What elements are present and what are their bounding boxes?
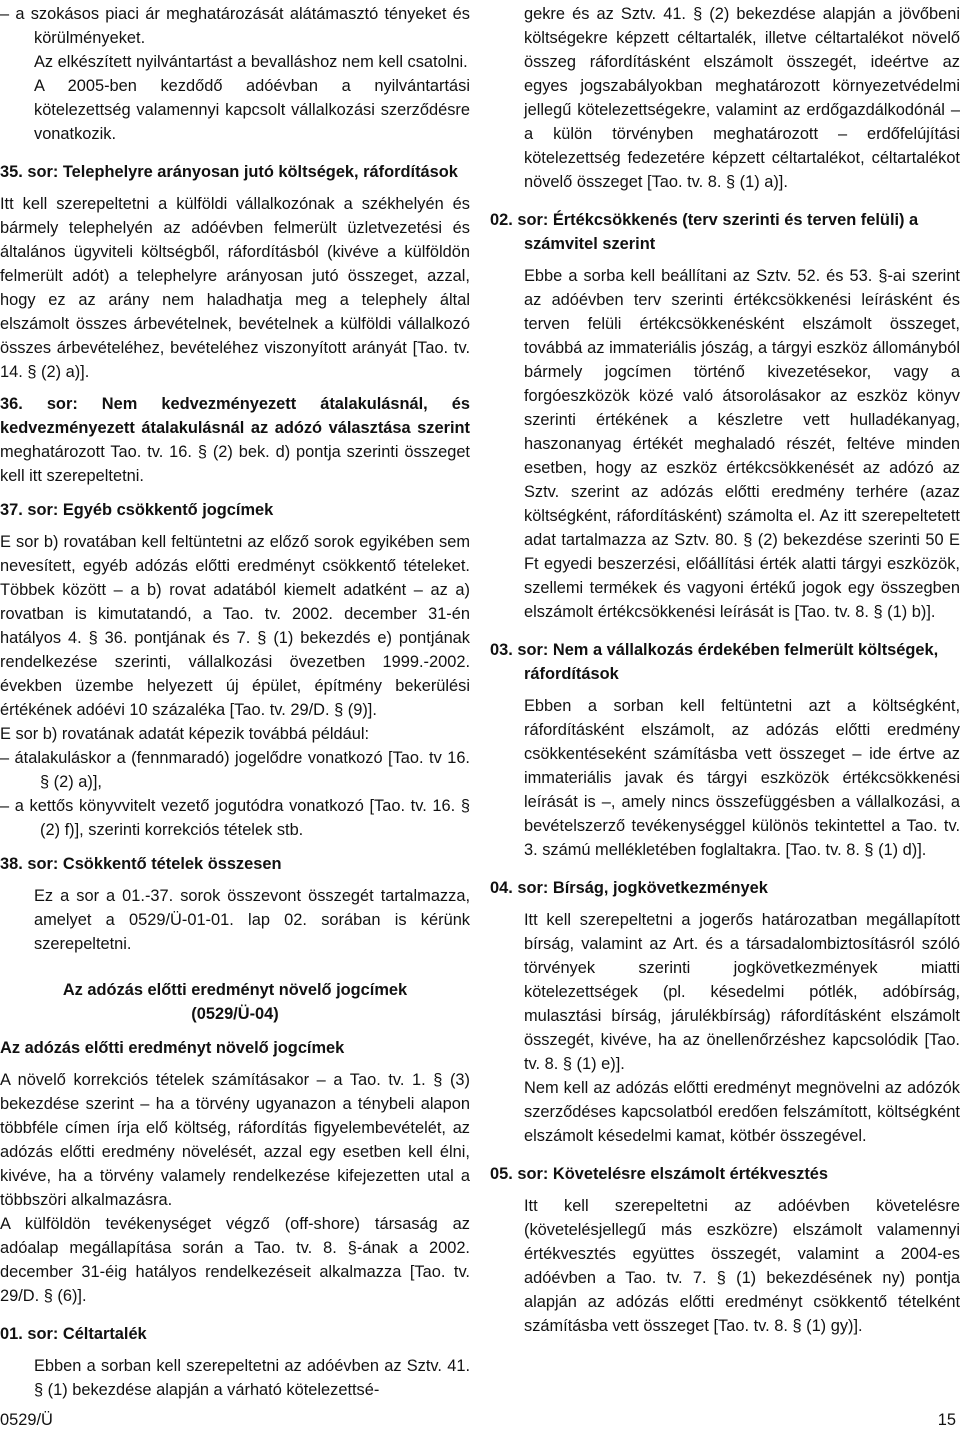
row-04-text: Itt kell szerepeltetni a jogerős határozatban megállapított bírság, valamint az Art. és a társadalombiztosításról szóló törvények szerinti jogkövetkezmények miatti kötelezettségek (pl. késedelmi pótlék, adóbírság, mulasztási bírság, járulékbírság) ráfordításként elszámolt összegét, kivéve, ha az önellenőrzéshez kapcsolódik [Tao. tv. 8. § (1) e)]. bbox=[524, 911, 960, 1073]
section-subheading: Az adózás előtti eredményt növelő jogcímek bbox=[0, 1039, 345, 1057]
row-36-block bbox=[0, 392, 470, 488]
row-02-heading: 02. sor: Értékcsökkenés (terv szerinti és terven felüli) a számvitel szerint bbox=[490, 211, 919, 253]
row-35-text: Itt kell szerepeltetni a külföldi vállalkozónak a székhelyén és bármely telephelyén az adóévben felmerült üzletvezetési és általános ügyviteli költségből, ráfordításból (kivéve a külföldön felmerült adót) a telephelyre arányosan jutó összeget, azzal, hogy ez az arány nem haladhatja meg a telephely által elszámolt összes árbevételnek, bevételnek a külföldi vállalkozó összes árbevételéhez, bevételéhez viszonyított arányát [Tao. tv. 14. § (2) a)]. bbox=[0, 195, 470, 381]
row-04-heading: 04. sor: Bírság, jogkövetkezmények bbox=[490, 879, 768, 897]
intro-paragraph: A növelő korrekciós tételek számításakor – a Tao. tv. 1. § (3) bekezdése szerint – ha a törvény ugyanazon a ténybeli alapon többféle címen írja elő költség, ráfordítás figyelembevételét, az adózás előtti eredmény növelését, azzal egy esetben kell élni, kivéve, ha a törvény valamely rendelkezése kifejezetten utal a többszöri alkalmazásra. bbox=[0, 1071, 470, 1209]
row-37-bullet: – a kettős könyvvitelt vezető jogutódra vonatkozó [Tao. tv. 16. § (2) f)], szerinti korrekciós tételek stb. bbox=[0, 797, 470, 839]
row-38-text: Ez a sor a 01.-37. sorok összevont összegét tartalmazza, amelyet a 0529/Ü-01-01. lap 02. sorában is kérünk szerepeltetni. bbox=[34, 887, 470, 953]
intro-bullet: – a szokásos piaci ár meghatározását alátámasztó tényeket és körülményeket. bbox=[0, 5, 470, 47]
section-title: Az adózás előtti eredményt növelő jogcímek bbox=[62, 981, 408, 999]
row-02-text: Ebbe a sorba kell beállítani az Sztv. 52. és 53. §-ai szerint az adóévben terv szerinti értékcsökkenési leírásként és terven felüli értékcsökkenésként elszámolt összeget, továbbá az immateriális jószág, a tárgyi eszköz állományból bármely jogcímen történő kivezetésekor, vagy a forgóeszközök közé való átsorolásakor az eszköz könyv szerinti értékének a készletre vett hulladékanyag, haszonanyag értékét meghaladó részét, feltéve minden esetben, hogy az eszköz értékcsökkenését az adózó az Sztv. szerint az adózás előtti eredmény terhére (azaz költségként, ráfordításként) számolta el. Az itt szerepeltetett adat tartalmazza az Sztv. 80. § (2) bekezdése szerinti 50 E Ft egyedi beszerzési, előállítási érték alatti tárgyi eszközök, szellemi termékek és vagyoni értékű jogok egy összegben elszámolt értékcsökkenési leírását is [Tao. tv. 8. § (1) b)]. bbox=[524, 267, 960, 621]
row-37-bullet: – átalakuláskor a (fennmaradó) jogelődre vonatkozó [Tao. tv 16. § (2) a)], bbox=[0, 749, 470, 791]
footer-form-code: 0529/Ü bbox=[0, 1411, 53, 1429]
row-37-text-examples: E sor b) rovatának adatát képezik továbbá például: bbox=[0, 725, 370, 743]
left-column bbox=[0, 2, 470, 1402]
row-05-text: Itt kell szerepeltetni az adóévben követelésre (követelésjellegű más eszközre) elszámolt valamennyi értékvesztés együttes összegét, valamint a 2004-es adóévben a Tao. tv. 7. § (1) bekezdésének ny) pontja alapján az adózás előtti eredményt csökkentő tételként számításba vett összeget [Tao. tv. 8. § (1) gy)]. bbox=[524, 1197, 960, 1335]
intro-note-2005: A 2005-ben kezdődő adóévban a nyilvántartási kötelezettség valamennyi kapcsolt vállalkozási szerződésre vonatkozik. bbox=[34, 77, 470, 143]
row-05-heading: 05. sor: Követelésre elszámolt értékvesztés bbox=[490, 1165, 829, 1183]
row-37-text: E sor b) rovatában kell feltüntetni az előző sorok egyikében sem nevesített, egyéb adózás előtti eredményt csökkentő tételeket. Többek között – a b) rovat adatából kiemelt adatként – az a) rovatban is kimutatandó, a Tao. tv. 2002. december 31-én hatályos 4. § 36. pontjának és 7. § (1) bekezdés e) pontjának rendelkezése szerinti, vállalkozási övezetben 1999.-2002. években üzembe helyezett új épület, építmény bekerülési értékének adóévi 10 százaléka [Tao. tv. 29/D. § (9)]. bbox=[0, 533, 470, 719]
row-36-text: meghatározott Tao. tv. 16. § (2) bek. d) pontja szerinti összeget kell itt szerepeltetni. bbox=[0, 443, 470, 485]
row-03-heading: 03. sor: Nem a vállalkozás érdekében felmerült költségek, ráfordítások bbox=[490, 641, 939, 683]
page-number: 15 bbox=[937, 1411, 956, 1429]
row-01-text-continued: gekre és az Sztv. 41. § (2) bekezdése alapján a jövőbeni költségekre képzett céltartalék, illetve céltartalékot növelő összeg ráfordításként elszámolt összegét, ideértve az egyes jogszabályokban meghatározott környezetvédelmi jellegű kötelezettségekre, valamint az erdőgazdálkodónál – a külön törvényben meghatározott – erdőfelújítási kötelezettség fedezetére képzett céltartalékot, céltartalékot növelő összeget [Tao. tv. 8. § (1) a)]. bbox=[524, 5, 960, 191]
section-form-code: (0529/Ü-04) bbox=[191, 1005, 279, 1023]
offshore-paragraph: A külföldön tevékenységet végző (off-shore) társaság az adóalap megállapítása során a Tao. tv. 8. §-ának a 2002. december 31-éig hatályos rendelkezéseit alkalmazza [Tao. tv. 29/D. § (6)]. bbox=[0, 1215, 470, 1305]
row-03-text: Ebben a sorban kell feltüntetni azt a költségként, ráfordításként elszámolt, az adózás előtti eredmény csökkentéseként számításba vett összeget – ide értve az immateriális javak és tárgyi eszközök értékcsökkenési leírását is –, amely nincs összefüggésben a vállalkozási, a bevételszerző tevékenységgel különös tekintettel a Tao. tv. 3. számú mellékletében foglaltakra. [Tao. tv. 8. § (1) d)]. bbox=[524, 697, 960, 859]
right-column bbox=[490, 2, 960, 1338]
row-37-heading: 37. sor: Egyéb csökkentő jogcímek bbox=[0, 501, 274, 519]
row-01-text: Ebben a sorban kell szerepeltetni az adóévben az Sztv. 41. § (1) bekezdése alapján a várható kötelezettsé- bbox=[34, 1357, 470, 1399]
row-36-heading: 36. sor: Nem kedvezményezett átalakulásnál, és kedvezményezett átalakulásnál az adózó választása szerint bbox=[0, 395, 470, 437]
row-38-heading: 38. sor: Csökkentő tételek összesen bbox=[0, 855, 282, 873]
row-01-heading: 01. sor: Céltartalék bbox=[0, 1325, 147, 1343]
row-04-text-note: Nem kell az adózás előtti eredményt megnövelni az adózók szerződéses kapcsolatból eredően felszámított, költségként elszámolt késedelmi kamat, kötbér összegével. bbox=[524, 1079, 960, 1145]
intro-note: Az elkészített nyilvántartást a bevalláshoz nem kell csatolni. bbox=[34, 53, 468, 71]
row-35-heading: 35. sor: Telephelyre arányosan jutó költségek, ráfordítások bbox=[0, 163, 458, 181]
